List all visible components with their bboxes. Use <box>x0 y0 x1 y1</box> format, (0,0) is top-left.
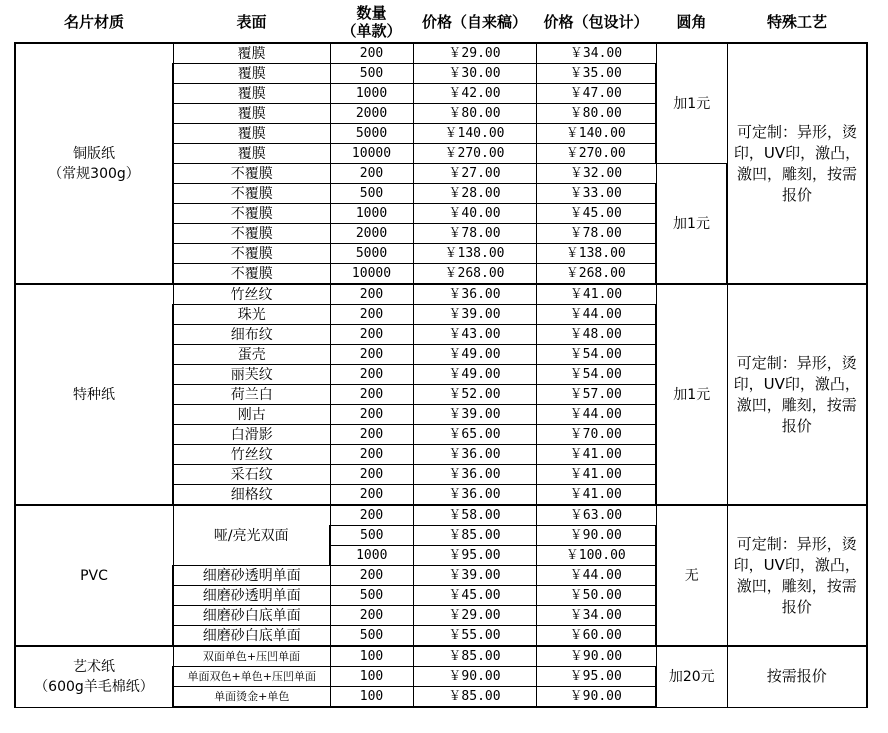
price-design-cell: ￥100.00 <box>536 546 656 566</box>
qty-cell: 10000 <box>330 264 413 285</box>
qty-cell: 200 <box>330 284 413 305</box>
price-design-cell: ￥57.00 <box>536 385 656 405</box>
surface-cell: 刚古 <box>173 405 330 425</box>
special-process-cell: 可定制：异形，烫印，UV印，激凸，激凹，雕刻，按需报价 <box>727 43 867 284</box>
price-self-cell: ￥40.00 <box>413 204 536 224</box>
price-self-cell: ￥85.00 <box>413 526 536 546</box>
surface-cell: 覆膜 <box>173 104 330 124</box>
qty-cell: 500 <box>330 526 413 546</box>
qty-cell: 200 <box>330 305 413 325</box>
price-design-cell: ￥48.00 <box>536 325 656 345</box>
material-cell-art <box>15 646 173 707</box>
price-self-cell: ￥140.00 <box>413 124 536 144</box>
price-design-cell: ￥33.00 <box>536 184 656 204</box>
surface-cell: 细磨砂白底单面 <box>173 606 330 626</box>
price-self-cell: ￥85.00 <box>413 646 536 667</box>
qty-cell: 500 <box>330 586 413 606</box>
table-row <box>15 43 867 64</box>
material-cell-coated <box>15 43 173 284</box>
surface-cell: 覆膜 <box>173 64 330 84</box>
price-design-cell: ￥47.00 <box>536 84 656 104</box>
price-design-cell: ￥50.00 <box>536 586 656 606</box>
surface-cell: 珠光 <box>173 305 330 325</box>
surface-cell: 不覆膜 <box>173 184 330 204</box>
qty-cell: 200 <box>330 465 413 485</box>
price-design-cell: ￥32.00 <box>536 164 656 184</box>
price-design-cell: ￥270.00 <box>536 144 656 164</box>
header-price-self: 价格（自来稿） <box>413 2 536 43</box>
price-design-cell: ￥140.00 <box>536 124 656 144</box>
price-design-cell: ￥41.00 <box>536 485 656 506</box>
header-quantity <box>330 2 413 43</box>
price-self-cell: ￥49.00 <box>413 345 536 365</box>
price-design-cell: ￥63.00 <box>536 505 656 526</box>
qty-cell: 100 <box>330 687 413 708</box>
qty-cell: 200 <box>330 43 413 64</box>
price-design-cell: ￥60.00 <box>536 626 656 647</box>
surface-cell: 不覆膜 <box>173 244 330 264</box>
header-special: 特殊工艺 <box>727 2 867 43</box>
surface-cell: 蛋壳 <box>173 345 330 365</box>
header-surface: 表面 <box>173 2 330 43</box>
price-self-cell: ￥138.00 <box>413 244 536 264</box>
table-row <box>15 505 867 526</box>
surface-cell: 不覆膜 <box>173 224 330 244</box>
qty-cell: 200 <box>330 606 413 626</box>
price-self-cell: ￥39.00 <box>413 405 536 425</box>
qty-cell: 500 <box>330 184 413 204</box>
material-name: 铜版纸 <box>73 145 115 162</box>
header-row <box>15 2 867 43</box>
price-self-cell: ￥36.00 <box>413 485 536 506</box>
price-design-cell: ￥45.00 <box>536 204 656 224</box>
price-self-cell: ￥43.00 <box>413 325 536 345</box>
surface-cell: 细布纹 <box>173 325 330 345</box>
surface-cell: 竹丝纹 <box>173 284 330 305</box>
corner-cell: 加1元 <box>656 164 727 285</box>
price-self-cell: ￥36.00 <box>413 445 536 465</box>
price-self-cell: ￥58.00 <box>413 505 536 526</box>
surface-cell: 细磨砂透明单面 <box>173 586 330 606</box>
price-self-cell: ￥45.00 <box>413 586 536 606</box>
special-process-cell: 可定制：异形，烫印，UV印，激凸，激凹，雕刻，按需报价 <box>727 505 867 646</box>
qty-cell: 200 <box>330 325 413 345</box>
surface-cell: 不覆膜 <box>173 204 330 224</box>
qty-cell: 100 <box>330 667 413 687</box>
qty-cell: 200 <box>330 345 413 365</box>
price-self-cell: ￥39.00 <box>413 305 536 325</box>
price-design-cell: ￥34.00 <box>536 606 656 626</box>
material-name: 艺术纸 <box>73 658 115 675</box>
price-self-cell: ￥52.00 <box>413 385 536 405</box>
qty-cell: 200 <box>330 566 413 586</box>
surface-cell: 覆膜 <box>173 144 330 164</box>
price-design-cell: ￥268.00 <box>536 264 656 285</box>
surface-cell: 荷兰白 <box>173 385 330 405</box>
surface-cell: 单面双色+单色+压凹单面 <box>173 667 330 687</box>
price-design-cell: ￥90.00 <box>536 646 656 667</box>
qty-cell: 100 <box>330 646 413 667</box>
special-process-cell: 按需报价 <box>727 646 867 707</box>
price-self-cell: ￥30.00 <box>413 64 536 84</box>
qty-cell: 200 <box>330 365 413 385</box>
surface-cell: 哑/亮光双面 <box>173 505 330 566</box>
price-design-cell: ￥44.00 <box>536 305 656 325</box>
surface-cell: 白滑影 <box>173 425 330 445</box>
surface-cell: 竹丝纹 <box>173 445 330 465</box>
material-sub: （常规300g） <box>48 165 140 182</box>
price-design-cell: ￥78.00 <box>536 224 656 244</box>
price-design-cell: ￥90.00 <box>536 526 656 546</box>
qty-cell: 2000 <box>330 224 413 244</box>
qty-cell: 1000 <box>330 546 413 566</box>
price-design-cell: ￥70.00 <box>536 425 656 445</box>
price-self-cell: ￥36.00 <box>413 284 536 305</box>
price-self-cell: ￥27.00 <box>413 164 536 184</box>
price-design-cell: ￥44.00 <box>536 405 656 425</box>
price-design-cell: ￥41.00 <box>536 445 656 465</box>
qty-cell: 5000 <box>330 244 413 264</box>
price-design-cell: ￥41.00 <box>536 465 656 485</box>
corner-cell: 无 <box>656 505 727 646</box>
qty-cell: 200 <box>330 385 413 405</box>
header-quantity-line2: （单款） <box>341 22 402 40</box>
surface-cell: 细磨砂白底单面 <box>173 626 330 647</box>
material-sub: （600g羊毛棉纸） <box>34 678 154 695</box>
surface-cell: 细格纹 <box>173 485 330 506</box>
surface-cell: 覆膜 <box>173 43 330 64</box>
material-cell-specialty: 特种纸 <box>15 284 173 505</box>
corner-cell: 加20元 <box>656 646 727 707</box>
header-quantity-line1: 数量 <box>356 4 387 22</box>
surface-cell: 双面单色+压凹单面 <box>173 646 330 667</box>
price-design-cell: ￥54.00 <box>536 365 656 385</box>
price-design-cell: ￥34.00 <box>536 43 656 64</box>
header-material: 名片材质 <box>15 2 173 43</box>
qty-cell: 200 <box>330 425 413 445</box>
surface-cell: 覆膜 <box>173 124 330 144</box>
qty-cell: 500 <box>330 626 413 647</box>
price-design-cell: ￥95.00 <box>536 667 656 687</box>
price-self-cell: ￥80.00 <box>413 104 536 124</box>
price-self-cell: ￥95.00 <box>413 546 536 566</box>
price-self-cell: ￥28.00 <box>413 184 536 204</box>
surface-cell: 细磨砂透明单面 <box>173 566 330 586</box>
qty-cell: 200 <box>330 485 413 506</box>
surface-cell: 不覆膜 <box>173 164 330 184</box>
price-design-cell: ￥44.00 <box>536 566 656 586</box>
price-self-cell: ￥268.00 <box>413 264 536 285</box>
price-self-cell: ￥85.00 <box>413 687 536 708</box>
price-design-cell: ￥80.00 <box>536 104 656 124</box>
price-self-cell: ￥78.00 <box>413 224 536 244</box>
corner-cell: 加1元 <box>656 284 727 505</box>
price-self-cell: ￥49.00 <box>413 365 536 385</box>
qty-cell: 200 <box>330 445 413 465</box>
price-self-cell: ￥65.00 <box>413 425 536 445</box>
price-self-cell: ￥42.00 <box>413 84 536 104</box>
price-self-cell: ￥90.00 <box>413 667 536 687</box>
price-self-cell: ￥29.00 <box>413 43 536 64</box>
table-row <box>15 646 867 667</box>
price-self-cell: ￥39.00 <box>413 566 536 586</box>
price-design-cell: ￥35.00 <box>536 64 656 84</box>
price-design-cell: ￥90.00 <box>536 687 656 708</box>
corner-cell: 加1元 <box>656 43 727 164</box>
qty-cell: 500 <box>330 64 413 84</box>
price-self-cell: ￥29.00 <box>413 606 536 626</box>
price-design-cell: ￥138.00 <box>536 244 656 264</box>
qty-cell: 200 <box>330 505 413 526</box>
price-self-cell: ￥36.00 <box>413 465 536 485</box>
surface-cell: 不覆膜 <box>173 264 330 285</box>
price-self-cell: ￥270.00 <box>413 144 536 164</box>
header-round-corner: 圆角 <box>656 2 727 43</box>
surface-cell: 采石纹 <box>173 465 330 485</box>
table-row <box>15 284 867 305</box>
qty-cell: 10000 <box>330 144 413 164</box>
surface-cell: 单面烫金+单色 <box>173 687 330 708</box>
qty-cell: 200 <box>330 405 413 425</box>
price-design-cell: ￥41.00 <box>536 284 656 305</box>
qty-cell: 5000 <box>330 124 413 144</box>
qty-cell: 1000 <box>330 84 413 104</box>
special-process-cell: 可定制：异形，烫印，UV印，激凸，激凹，雕刻，按需报价 <box>727 284 867 505</box>
price-self-cell: ￥55.00 <box>413 626 536 647</box>
material-cell-pvc: PVC <box>15 505 173 646</box>
header-price-design: 价格（包设计） <box>536 2 656 43</box>
price-design-cell: ￥54.00 <box>536 345 656 365</box>
qty-cell: 2000 <box>330 104 413 124</box>
surface-cell: 覆膜 <box>173 84 330 104</box>
surface-cell: 丽芙纹 <box>173 365 330 385</box>
price-table <box>14 2 868 708</box>
qty-cell: 200 <box>330 164 413 184</box>
qty-cell: 1000 <box>330 204 413 224</box>
